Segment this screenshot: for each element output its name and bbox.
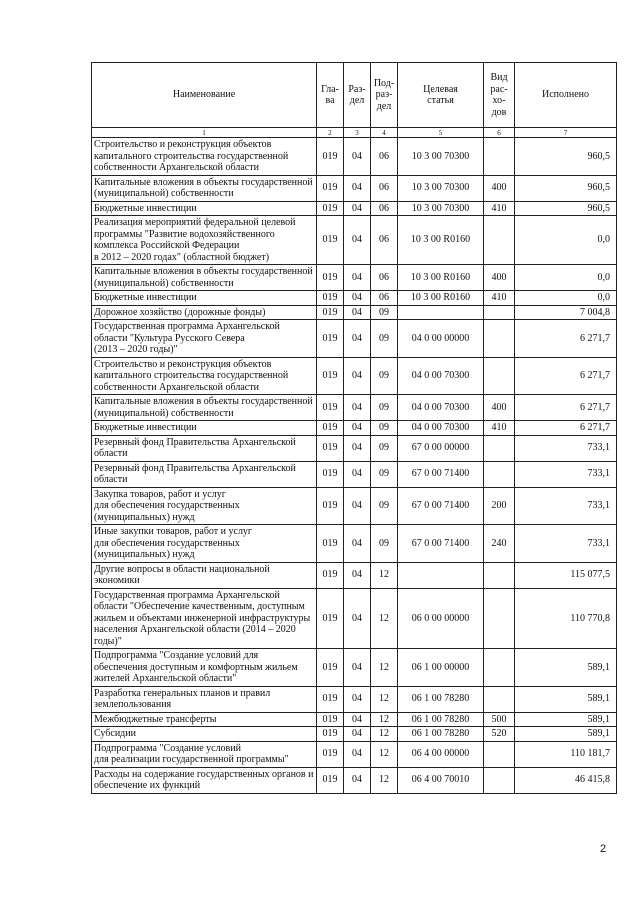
column-number: 4 <box>371 128 398 138</box>
cell-chapter: 019 <box>317 265 344 291</box>
cell-exptype <box>484 461 515 487</box>
cell-chapter: 019 <box>317 649 344 687</box>
cell-executed: 46 415,8 <box>515 767 617 793</box>
cell-exptype: 240 <box>484 525 515 563</box>
header-target: Целевая статья <box>398 63 484 128</box>
table-row <box>92 138 617 176</box>
table-row <box>92 435 617 461</box>
cell-section: 04 <box>344 291 371 306</box>
cell-chapter: 019 <box>317 686 344 712</box>
cell-exptype <box>484 686 515 712</box>
cell-name: Расходы на содержание государственных органов и обеспечение их функций <box>92 767 317 793</box>
cell-subsection: 09 <box>371 421 398 436</box>
table-row <box>92 649 617 687</box>
cell-target: 06 1 00 78280 <box>398 686 484 712</box>
cell-chapter: 019 <box>317 741 344 767</box>
cell-section: 04 <box>344 357 371 395</box>
cell-exptype <box>484 216 515 265</box>
cell-exptype <box>484 741 515 767</box>
cell-target: 06 0 00 00000 <box>398 588 484 649</box>
cell-name: Резервный фонд Правительства Архангельской области <box>92 461 317 487</box>
cell-name: Государственная программа Архангельской области "Обеспечение качественным, доступным жильем и объектами инженерной инфраструктуры населения Архангельской области (2014 – 2020 годы)" <box>92 588 317 649</box>
cell-section: 04 <box>344 727 371 742</box>
table-row <box>92 767 617 793</box>
cell-subsection: 12 <box>371 562 398 588</box>
cell-name: Бюджетные инвестиции <box>92 421 317 436</box>
table-row <box>92 421 617 436</box>
table-header-row <box>92 63 617 128</box>
cell-executed: 589,1 <box>515 712 617 727</box>
cell-executed: 960,5 <box>515 138 617 176</box>
cell-chapter: 019 <box>317 727 344 742</box>
cell-executed: 110 181,7 <box>515 741 617 767</box>
cell-subsection: 06 <box>371 175 398 201</box>
page-number: 2 <box>600 843 607 855</box>
cell-chapter: 019 <box>317 175 344 201</box>
cell-section: 04 <box>344 562 371 588</box>
cell-section: 04 <box>344 686 371 712</box>
cell-executed: 6 271,7 <box>515 320 617 358</box>
cell-chapter: 019 <box>317 461 344 487</box>
cell-subsection: 06 <box>371 138 398 176</box>
cell-executed: 6 271,7 <box>515 395 617 421</box>
cell-chapter: 019 <box>317 767 344 793</box>
cell-target: 06 4 00 70010 <box>398 767 484 793</box>
cell-chapter: 019 <box>317 562 344 588</box>
cell-executed: 589,1 <box>515 686 617 712</box>
cell-name: Другие вопросы в области национальной экономики <box>92 562 317 588</box>
cell-subsection: 12 <box>371 727 398 742</box>
cell-target: 06 1 00 78280 <box>398 712 484 727</box>
cell-name: Закупка товаров, работ и услуг для обеспечения государственных (муниципальных) нужд <box>92 487 317 525</box>
cell-section: 04 <box>344 305 371 320</box>
cell-section: 04 <box>344 175 371 201</box>
table-row <box>92 357 617 395</box>
cell-target: 10 3 00 70300 <box>398 175 484 201</box>
cell-executed: 733,1 <box>515 487 617 525</box>
cell-target: 10 3 00 R0160 <box>398 291 484 306</box>
cell-executed: 733,1 <box>515 461 617 487</box>
cell-target: 04 0 00 70300 <box>398 395 484 421</box>
cell-section: 04 <box>344 201 371 216</box>
cell-chapter: 019 <box>317 357 344 395</box>
cell-subsection: 09 <box>371 525 398 563</box>
cell-subsection: 12 <box>371 767 398 793</box>
cell-target <box>398 562 484 588</box>
cell-target: 04 0 00 70300 <box>398 421 484 436</box>
table-row <box>92 216 617 265</box>
column-number: 2 <box>317 128 344 138</box>
cell-subsection: 06 <box>371 201 398 216</box>
cell-subsection: 12 <box>371 741 398 767</box>
cell-subsection: 06 <box>371 265 398 291</box>
cell-exptype <box>484 357 515 395</box>
cell-name: Резервный фонд Правительства Архангельской области <box>92 435 317 461</box>
cell-chapter: 019 <box>317 320 344 358</box>
cell-exptype: 410 <box>484 291 515 306</box>
cell-executed: 6 271,7 <box>515 357 617 395</box>
cell-name: Капитальные вложения в объекты государственной (муниципальной) собственности <box>92 395 317 421</box>
cell-target: 67 0 00 71400 <box>398 487 484 525</box>
cell-chapter: 019 <box>317 487 344 525</box>
table-row <box>92 395 617 421</box>
cell-section: 04 <box>344 138 371 176</box>
cell-name: Строительство и реконструкция объектов капитального строительства государственной собственности Архангельской области <box>92 138 317 176</box>
table-row <box>92 712 617 727</box>
cell-name: Иные закупки товаров, работ и услуг для обеспечения государственных (муниципальных) нужд <box>92 525 317 563</box>
cell-exptype <box>484 435 515 461</box>
table-row <box>92 727 617 742</box>
budget-table-sheet <box>91 62 616 794</box>
cell-executed: 960,5 <box>515 201 617 216</box>
header-exptype: Вид рас- хо- дов <box>484 63 515 128</box>
cell-target: 04 0 00 70300 <box>398 357 484 395</box>
cell-exptype: 400 <box>484 395 515 421</box>
header-subsection: Под- раз- дел <box>371 63 398 128</box>
cell-chapter: 019 <box>317 201 344 216</box>
cell-target: 67 0 00 00000 <box>398 435 484 461</box>
cell-executed: 733,1 <box>515 435 617 461</box>
cell-section: 04 <box>344 741 371 767</box>
cell-section: 04 <box>344 712 371 727</box>
cell-chapter: 019 <box>317 525 344 563</box>
cell-section: 04 <box>344 435 371 461</box>
cell-chapter: 019 <box>317 305 344 320</box>
cell-name: Реализация мероприятий федеральной целевой программы "Развитие водохозяйственного комплекса Российской Федерации в 2012 – 2020 годах" (областной бюджет) <box>92 216 317 265</box>
column-number-row <box>92 128 617 138</box>
cell-target: 06 1 00 00000 <box>398 649 484 687</box>
cell-chapter: 019 <box>317 216 344 265</box>
table-row <box>92 291 617 306</box>
cell-subsection: 09 <box>371 320 398 358</box>
cell-name: Бюджетные инвестиции <box>92 201 317 216</box>
table-row <box>92 562 617 588</box>
table-row <box>92 265 617 291</box>
cell-executed: 115 077,5 <box>515 562 617 588</box>
cell-section: 04 <box>344 320 371 358</box>
cell-subsection: 06 <box>371 291 398 306</box>
cell-target: 10 3 00 R0160 <box>398 216 484 265</box>
table-row <box>92 525 617 563</box>
cell-target: 10 3 00 R0160 <box>398 265 484 291</box>
cell-exptype <box>484 138 515 176</box>
cell-subsection: 09 <box>371 357 398 395</box>
cell-section: 04 <box>344 767 371 793</box>
cell-subsection: 12 <box>371 588 398 649</box>
cell-section: 04 <box>344 265 371 291</box>
cell-executed: 7 004,8 <box>515 305 617 320</box>
cell-section: 04 <box>344 649 371 687</box>
cell-executed: 0,0 <box>515 265 617 291</box>
cell-subsection: 09 <box>371 461 398 487</box>
cell-exptype <box>484 562 515 588</box>
cell-section: 04 <box>344 421 371 436</box>
cell-subsection: 12 <box>371 686 398 712</box>
cell-executed: 0,0 <box>515 216 617 265</box>
cell-name: Капитальные вложения в объекты государственной (муниципальной) собственности <box>92 175 317 201</box>
cell-name: Государственная программа Архангельской области "Культура Русского Севера (2013 – 2020 годы)" <box>92 320 317 358</box>
cell-target: 67 0 00 71400 <box>398 461 484 487</box>
cell-chapter: 019 <box>317 421 344 436</box>
cell-name: Подпрограмма "Создание условий для реализации государственной программы" <box>92 741 317 767</box>
header-chapter: Гла- ва <box>317 63 344 128</box>
cell-exptype: 400 <box>484 265 515 291</box>
cell-exptype <box>484 767 515 793</box>
cell-executed: 960,5 <box>515 175 617 201</box>
cell-executed: 589,1 <box>515 649 617 687</box>
cell-subsection: 12 <box>371 649 398 687</box>
cell-section: 04 <box>344 487 371 525</box>
cell-name: Субсидии <box>92 727 317 742</box>
cell-exptype <box>484 305 515 320</box>
cell-exptype: 520 <box>484 727 515 742</box>
column-number: 3 <box>344 128 371 138</box>
table-body <box>92 138 617 794</box>
cell-target: 04 0 00 00000 <box>398 320 484 358</box>
cell-name: Разработка генеральных планов и правил землепользования <box>92 686 317 712</box>
column-number: 6 <box>484 128 515 138</box>
header-executed: Исполнено <box>515 63 617 128</box>
cell-subsection: 09 <box>371 487 398 525</box>
cell-name: Капитальные вложения в объекты государственной (муниципальной) собственности <box>92 265 317 291</box>
cell-executed: 110 770,8 <box>515 588 617 649</box>
table-row <box>92 461 617 487</box>
cell-section: 04 <box>344 395 371 421</box>
cell-target: 06 4 00 00000 <box>398 741 484 767</box>
cell-executed: 0,0 <box>515 291 617 306</box>
cell-name: Межбюджетные трансферты <box>92 712 317 727</box>
table-row <box>92 588 617 649</box>
cell-exptype: 200 <box>484 487 515 525</box>
cell-executed: 589,1 <box>515 727 617 742</box>
cell-subsection: 09 <box>371 435 398 461</box>
cell-exptype <box>484 588 515 649</box>
cell-executed: 733,1 <box>515 525 617 563</box>
table-row <box>92 320 617 358</box>
cell-section: 04 <box>344 588 371 649</box>
cell-chapter: 019 <box>317 395 344 421</box>
cell-target: 10 3 00 70300 <box>398 138 484 176</box>
cell-section: 04 <box>344 216 371 265</box>
column-number: 7 <box>515 128 617 138</box>
cell-exptype: 410 <box>484 201 515 216</box>
cell-target: 10 3 00 70300 <box>398 201 484 216</box>
cell-subsection: 09 <box>371 395 398 421</box>
cell-chapter: 019 <box>317 712 344 727</box>
cell-exptype: 400 <box>484 175 515 201</box>
table-row <box>92 305 617 320</box>
cell-section: 04 <box>344 525 371 563</box>
cell-chapter: 019 <box>317 138 344 176</box>
cell-chapter: 019 <box>317 435 344 461</box>
table-row <box>92 741 617 767</box>
cell-name: Дорожное хозяйство (дорожные фонды) <box>92 305 317 320</box>
cell-target <box>398 305 484 320</box>
column-number: 1 <box>92 128 317 138</box>
cell-section: 04 <box>344 461 371 487</box>
table-row <box>92 175 617 201</box>
table-row <box>92 487 617 525</box>
cell-exptype <box>484 649 515 687</box>
cell-subsection: 06 <box>371 216 398 265</box>
cell-name: Подпрограмма "Создание условий для обеспечения доступным и комфортным жильем жителей Архангельской области" <box>92 649 317 687</box>
cell-name: Строительство и реконструкция объектов капитального строительства государственной собственности Архангельской области <box>92 357 317 395</box>
cell-subsection: 12 <box>371 712 398 727</box>
cell-exptype: 500 <box>484 712 515 727</box>
table-row <box>92 201 617 216</box>
table-row <box>92 686 617 712</box>
header-name: Наименование <box>92 63 317 128</box>
cell-subsection: 09 <box>371 305 398 320</box>
cell-executed: 6 271,7 <box>515 421 617 436</box>
cell-chapter: 019 <box>317 291 344 306</box>
cell-target: 06 1 00 78280 <box>398 727 484 742</box>
cell-target: 67 0 00 71400 <box>398 525 484 563</box>
cell-name: Бюджетные инвестиции <box>92 291 317 306</box>
budget-execution-table <box>91 62 617 794</box>
header-section: Раз- дел <box>344 63 371 128</box>
cell-exptype: 410 <box>484 421 515 436</box>
cell-exptype <box>484 320 515 358</box>
cell-chapter: 019 <box>317 588 344 649</box>
column-number: 5 <box>398 128 484 138</box>
